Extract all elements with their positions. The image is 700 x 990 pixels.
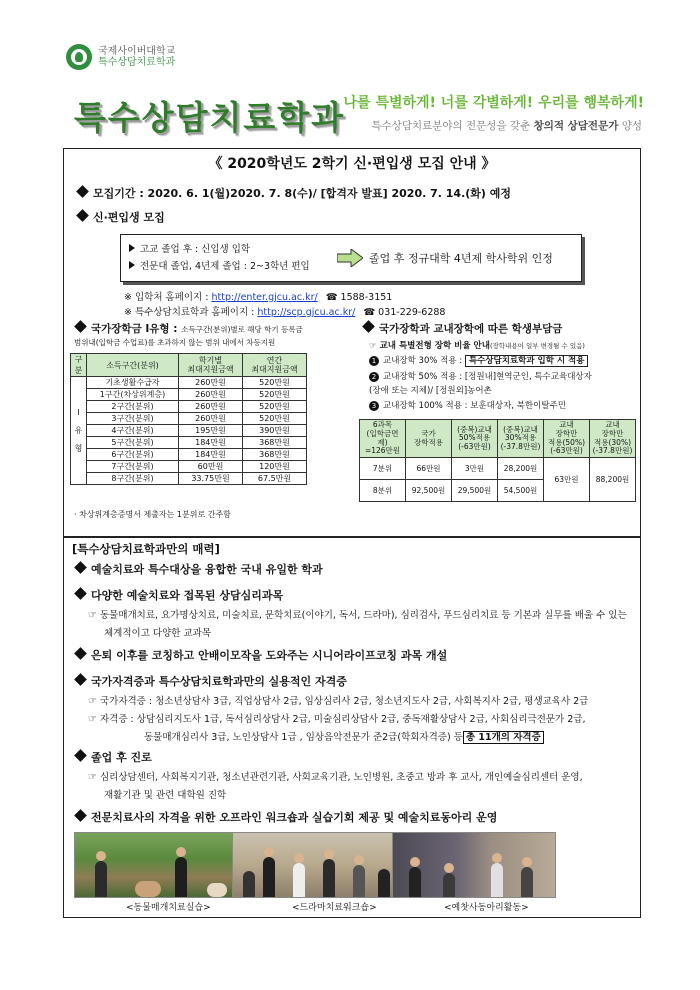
col-category: 구분 bbox=[71, 354, 87, 377]
income-cell-band: 6구간(분위) bbox=[87, 449, 179, 461]
fee-school-only-50: 63만원 bbox=[544, 458, 590, 502]
diamond-bullet-icon bbox=[74, 587, 87, 600]
private-certificates-cont-text: 동물매개심리사 3급, 노인상담사 1급 , 임상음악전문가 준2급(학회자격증) 등 bbox=[144, 732, 463, 743]
appeal-point-2-detail-cont: 체계적이고 다양한 교과목 bbox=[104, 628, 211, 639]
national-certificates-text: 국가자격증 : 청소년상담사 3급, 직업상담사 2급, 임상심리사 2급, 청소년지도사 2급, 사회복지사 2급, 평생교육사 2급 bbox=[99, 696, 589, 707]
col-annual: 연간 최대지원금액 bbox=[243, 354, 307, 377]
fee-combined-30: 54,500원 bbox=[498, 480, 544, 502]
appeal-point-3-text: 은퇴 이후를 코칭하고 안배이모작을 도와주는 시니어라이프코칭 과목 개설 bbox=[91, 649, 448, 662]
number-2-icon: 2 bbox=[369, 372, 379, 382]
income-cell-year: 520만원 bbox=[243, 413, 307, 425]
drama-therapy-photo bbox=[232, 832, 396, 898]
pointing-hand-icon: ☞ bbox=[88, 772, 97, 783]
income-cell-year: 67.5만원 bbox=[243, 473, 307, 485]
special-scholarship-title: ☞ 교내 특별전형 장학 비율 안내 bbox=[369, 341, 490, 351]
appeal-point-1 bbox=[74, 561, 323, 577]
appeal-title: [특수상담치료학과만의 매력] bbox=[72, 542, 220, 556]
income-row bbox=[71, 425, 307, 437]
fee-combined-30: 28,200원 bbox=[498, 458, 544, 480]
right-arrow-icon bbox=[337, 249, 363, 267]
col-per-semester: 학기별 최대지원금액 bbox=[179, 354, 243, 377]
scholarship-50-label: 교내장학 50% 적용 : [정원내]현역군인, 특수교육대상자 bbox=[383, 372, 592, 382]
income-note: · 차상위계층증명서 제출자는 1분위로 간주함 bbox=[74, 510, 231, 519]
appeal-point-4-text: 국가자격증과 특수상담치료학과만의 실용적인 자격증 bbox=[91, 675, 347, 688]
fee-header-4: 교내 장학만 적용(50%) (-63만원) bbox=[544, 420, 590, 458]
income-cell-sem: 260만원 bbox=[179, 401, 243, 413]
student-fee-table bbox=[359, 419, 636, 502]
fee-national: 66만원 bbox=[406, 458, 452, 480]
income-cell-year: 520만원 bbox=[243, 377, 307, 389]
triangle-bullet-icon bbox=[129, 244, 135, 252]
tagline-prefix: 특수상담치료분야의 전문성을 갖춘 bbox=[371, 120, 534, 132]
scholarship-item-100 bbox=[369, 399, 566, 411]
fee-header-0: 6과목 (입학금면제) =126만원 bbox=[360, 420, 406, 458]
fee-header-3: (중복)교내 30%적용 (-37.8만원) bbox=[498, 420, 544, 458]
appeal-point-1-text: 예술치료와 특수대상을 융합한 국내 유일한 학과 bbox=[91, 563, 323, 576]
appeal-point-5-text: 졸업 후 진로 bbox=[91, 751, 152, 764]
scholarship-item-50 bbox=[369, 370, 592, 382]
fee-combined-50: 29,500원 bbox=[452, 480, 498, 502]
recruit-type: 신·편입생 모집 bbox=[93, 211, 165, 224]
career-paths bbox=[88, 769, 583, 783]
fee-school-only-30: 88,200원 bbox=[590, 458, 636, 502]
income-cell-sem: 184만원 bbox=[179, 449, 243, 461]
university-name: 국제사이버대학교 bbox=[98, 45, 176, 57]
income-cell-band: 3구간(분위) bbox=[87, 413, 179, 425]
diamond-bullet-icon bbox=[76, 185, 89, 198]
intake-freshman bbox=[129, 241, 310, 258]
number-3-icon: 3 bbox=[369, 401, 379, 411]
tagline-bold: 창의적 상담전문가 bbox=[533, 120, 619, 132]
appeal-point-2-detail bbox=[88, 607, 627, 621]
income-cell-sem: 195만원 bbox=[179, 425, 243, 437]
diamond-bullet-icon bbox=[74, 809, 87, 822]
pointing-hand-icon: ☞ bbox=[88, 610, 97, 621]
income-cell-sem: 60만원 bbox=[179, 461, 243, 473]
income-cell-sem: 184만원 bbox=[179, 437, 243, 449]
income-row bbox=[71, 473, 307, 485]
income-cell-sem: 260만원 bbox=[179, 413, 243, 425]
career-paths-text: 심리상담센터, 사회복지기관, 청소년관련기관, 사회교육기관, 노인병원, 초중고 방과 후 교사, 개인예술심리센터 운영, bbox=[99, 772, 583, 783]
income-row bbox=[71, 401, 307, 413]
recruit-type-line bbox=[76, 209, 165, 225]
income-cell-band: 7구간(분위) bbox=[87, 461, 179, 473]
diamond-bullet-icon bbox=[362, 320, 375, 333]
income-cell-year: 390만원 bbox=[243, 425, 307, 437]
income-cell-year: 120만원 bbox=[243, 461, 307, 473]
admission-website-label: ※ 입학처 홈페이지 : bbox=[124, 292, 212, 303]
slogan: 나를 특별하게! 너를 각별하게! 우리를 행복하게! bbox=[343, 95, 644, 111]
income-cell-band: 1구간(차상위계층) bbox=[87, 389, 179, 401]
department-website-label: ※ 특수상담치료학과 홈페이지 : bbox=[124, 307, 258, 318]
career-paths-cont: 재활기관 및 관련 대학원 진학 bbox=[104, 790, 227, 801]
department-phone: ☎ 031-229-6288 bbox=[363, 307, 446, 318]
department-website-line bbox=[124, 304, 445, 318]
recruit-period-line bbox=[76, 185, 511, 201]
income-row bbox=[71, 389, 307, 401]
appeal-point-2-text: 다양한 예술치료와 접목된 상담심리과목 bbox=[91, 589, 284, 602]
income-row bbox=[71, 377, 307, 389]
national-scholarship-sub: 범위내(입학금 수업료)를 초과하지 않는 범위 내에서 차등지원 bbox=[74, 338, 276, 347]
department-name-small: 특수상담치료학과 bbox=[98, 57, 176, 68]
income-row bbox=[71, 437, 307, 449]
art-club-photo bbox=[392, 832, 556, 898]
income-cell-sem: 260만원 bbox=[179, 377, 243, 389]
diamond-bullet-icon bbox=[74, 561, 87, 574]
admission-website-line bbox=[124, 289, 392, 303]
animal-therapy-photo bbox=[74, 832, 238, 898]
certificate-count-badge: 총 11개의 자격증 bbox=[463, 731, 544, 744]
national-scholarship-desc: 소득구간(분위)별로 해당 학기 등록금 bbox=[181, 325, 303, 334]
fee-combined-50: 3만원 bbox=[452, 458, 498, 480]
scholarship-100-label: 교내장학 100% 적용 : 보훈대상자, 북한이탈주민 bbox=[383, 401, 566, 411]
photo-caption-animal-therapy: <동물매개치료실습> bbox=[126, 903, 211, 913]
income-row bbox=[71, 413, 307, 425]
department-website-link[interactable]: http://scp.gjcu.ac.kr/ bbox=[257, 307, 356, 318]
photo-caption-art-club: <예찻사동아리활동> bbox=[444, 903, 529, 913]
appeal-point-5 bbox=[74, 749, 152, 765]
tagline bbox=[371, 118, 642, 133]
income-cell-year: 368만원 bbox=[243, 437, 307, 449]
income-cell-band: 8구간(분위) bbox=[87, 473, 179, 485]
school-scholarship-title: 국가장학과 교내장학에 따른 학생부담금 bbox=[379, 323, 563, 335]
national-scholarship-heading bbox=[74, 321, 303, 336]
private-certificates-text: 자격증 : 상담심리지도사 1급, 독서심리상담사 2급, 미술심리상담사 2급, 중독재활상담사 2급, 사회심리극전문가 2급, bbox=[99, 714, 586, 725]
appeal-point-2 bbox=[74, 587, 283, 603]
diamond-bullet-icon bbox=[74, 673, 87, 686]
type-1-label: Ⅰ 유 형 bbox=[71, 377, 87, 485]
diamond-bullet-icon bbox=[74, 749, 87, 762]
degree-recognition: 졸업 후 정규대학 4년제 학사학위 인정 bbox=[369, 252, 553, 265]
admission-notice-box bbox=[63, 148, 641, 538]
diamond-bullet-icon bbox=[74, 647, 87, 660]
number-1-icon: 1 bbox=[369, 356, 379, 366]
department-title: 특수상담치료학과 bbox=[74, 98, 346, 137]
triangle-bullet-icon bbox=[129, 261, 135, 269]
fee-header-2: (중복)교내 50%적용 (-63만원) bbox=[452, 420, 498, 458]
income-cell-sem: 260만원 bbox=[179, 389, 243, 401]
admission-phone: ☎ 1588-3151 bbox=[325, 292, 393, 303]
university-emblem-icon bbox=[66, 44, 92, 70]
special-scholarship-note: (장학내용이 일부 변경될 수 있음) bbox=[489, 342, 585, 350]
intake-transfer-text: 전문대 졸업, 4년제 졸업 : 2~3학년 편입 bbox=[140, 261, 310, 272]
pointing-hand-icon: ☞ bbox=[88, 714, 97, 725]
fee-header-5: 교내 장학만 적용(30%) (-37.8만원) bbox=[590, 420, 636, 458]
appeal-point-3 bbox=[74, 647, 447, 663]
income-cell-sem: 33.75만원 bbox=[179, 473, 243, 485]
diamond-bullet-icon bbox=[76, 209, 89, 222]
national-certificates bbox=[88, 693, 588, 707]
income-cell-band: 4구간(분위) bbox=[87, 425, 179, 437]
private-certificates-cont bbox=[144, 729, 544, 743]
fee-national: 92,500원 bbox=[406, 480, 452, 502]
photo-caption-drama-workshop: <드라마치료워크숍> bbox=[292, 903, 377, 913]
income-row bbox=[71, 449, 307, 461]
income-cell-band: 기초생활수급자 bbox=[87, 377, 179, 389]
diamond-bullet-icon bbox=[74, 320, 87, 333]
intake-freshman-text: 고교 졸업 후 : 신입생 입학 bbox=[140, 244, 251, 255]
university-logo bbox=[66, 44, 175, 70]
national-scholarship-title: 국가장학금 Ⅰ유형 : bbox=[91, 323, 182, 335]
scholarship-item-50-cont: (장애 또는 지체)/ [정원외]농어촌 bbox=[369, 386, 492, 396]
income-cell-band: 5구간(분위) bbox=[87, 437, 179, 449]
intake-transfer bbox=[129, 258, 310, 275]
appeal-point-4 bbox=[74, 673, 347, 689]
income-cell-year: 368만원 bbox=[243, 449, 307, 461]
col-income-band: 소득구간(분위) bbox=[87, 354, 179, 377]
fee-row-label: 8분위 bbox=[360, 480, 406, 502]
school-scholarship-heading bbox=[362, 321, 562, 336]
appeal-point-6 bbox=[74, 809, 497, 825]
income-cell-year: 520만원 bbox=[243, 401, 307, 413]
scholarship-item-30 bbox=[369, 354, 588, 366]
tagline-suffix: 양성 bbox=[618, 120, 642, 132]
appeal-point-2-detail-text: 동물매개치료, 요가명상치료, 미술치료, 문학치료(이야기, 독서, 드라마), 심리검사, 푸드심리치료 등 기본과 실무를 배울 수 있는 bbox=[99, 610, 627, 621]
fee-header-1: 국가 장학적용 bbox=[406, 420, 452, 458]
scholarship-30-label: 교내장학 30% 적용 : bbox=[383, 356, 465, 366]
fee-row-label: 7분위 bbox=[360, 458, 406, 480]
income-cell-band: 2구간(분위) bbox=[87, 401, 179, 413]
notice-title: 《 2020학년도 2학기 신·편입생 모집 안내 》 bbox=[208, 156, 496, 172]
scholarship-30-highlight: 특수상담치료학과 입학 시 적용 bbox=[465, 355, 589, 367]
special-scholarship-heading bbox=[369, 339, 585, 351]
income-scholarship-table bbox=[70, 353, 307, 485]
intake-info-box bbox=[120, 234, 582, 282]
recruit-period: 모집기간 : 2020. 6. 1(월)2020. 7. 8(수)/ [합격자 발표] 2020. 7. 14.(화) 예정 bbox=[93, 187, 512, 200]
pointing-hand-icon: ☞ bbox=[88, 696, 97, 707]
admission-website-link[interactable]: http://enter.gjcu.ac.kr/ bbox=[211, 292, 318, 303]
private-certificates bbox=[88, 711, 586, 725]
income-cell-year: 520만원 bbox=[243, 389, 307, 401]
income-row bbox=[71, 461, 307, 473]
appeal-point-6-text: 전문치료사의 자격을 위한 오프라인 워크숍과 실습기회 제공 및 예술치료동아리 운영 bbox=[91, 811, 498, 824]
